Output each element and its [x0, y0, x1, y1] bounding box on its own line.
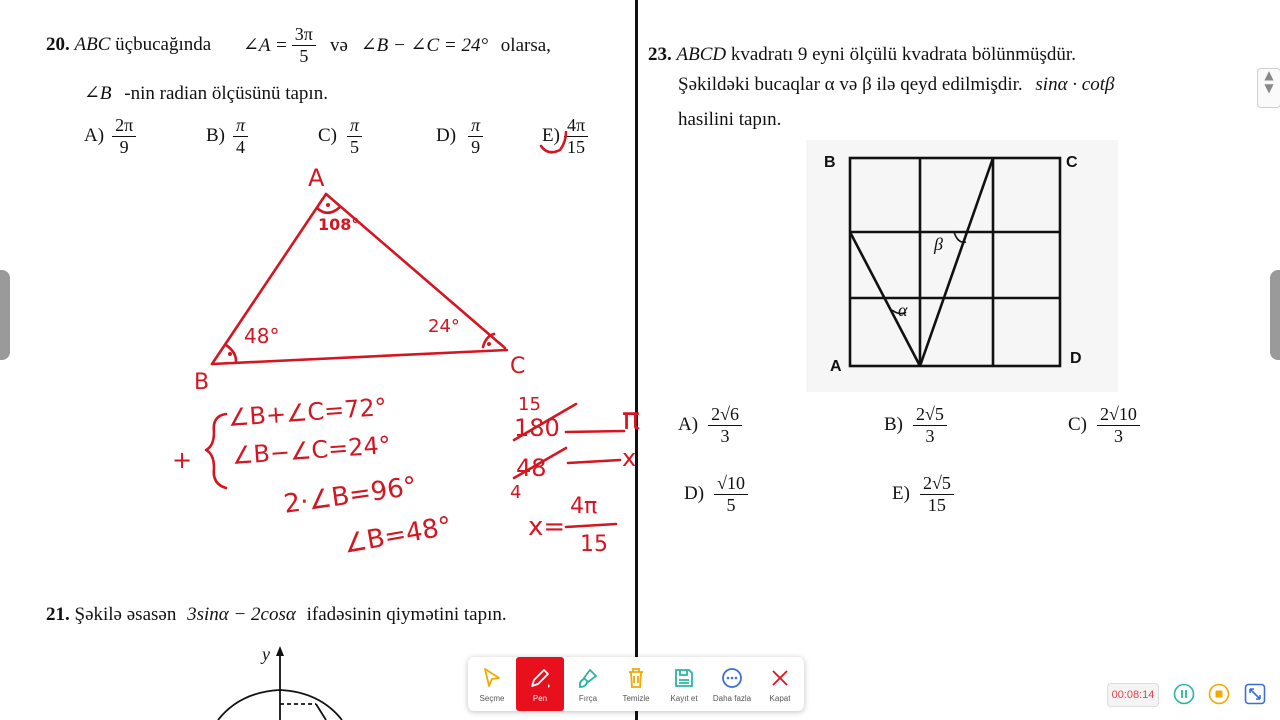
save-icon	[672, 666, 696, 690]
option-den: 9	[471, 136, 481, 157]
tool-select-label: Seçme	[479, 693, 505, 703]
q21-axis-label: y	[262, 644, 270, 664]
annotation-toolbar	[468, 657, 804, 711]
answer-mark	[541, 132, 566, 152]
tool-select[interactable]	[468, 657, 516, 711]
more-icon	[720, 666, 744, 690]
option-num: 2√5	[913, 404, 947, 426]
q23-expr: sinα · cotβ	[1035, 74, 1115, 95]
q21-text-b: ifadəsinin qiymətini tapın.	[306, 604, 507, 625]
dot-a	[326, 203, 330, 207]
tool-clear[interactable]	[612, 657, 660, 711]
q20-angleA-num: 3π	[292, 24, 316, 46]
option-num: 2√6	[708, 404, 742, 426]
tool-more[interactable]	[708, 657, 756, 711]
close-icon	[768, 666, 792, 690]
dot-b	[228, 352, 232, 356]
ink-15: 15	[518, 394, 541, 415]
pen-icon	[528, 666, 552, 690]
option-label: C)	[318, 125, 337, 147]
ink-pi: π	[622, 402, 641, 437]
option-num: π	[347, 115, 362, 137]
scroll-down-icon[interactable]: ▼	[1264, 81, 1274, 95]
arc-a	[317, 207, 340, 213]
q20-triangle-name: ABC	[74, 34, 111, 55]
tool-clear-label: Temizle	[622, 693, 650, 703]
q23-option-d[interactable]	[684, 473, 748, 515]
option-den: 5	[726, 494, 736, 515]
q21-text-a: Şəkilə əsasən	[74, 604, 177, 625]
ink-eq4: ∠B=48°	[341, 511, 454, 560]
ink-angle-a: 108°	[318, 215, 360, 234]
system-brace	[206, 414, 226, 488]
option-label: D)	[684, 483, 705, 505]
option-num: √10	[714, 473, 748, 495]
dash-1	[566, 431, 624, 432]
option-den: 3	[925, 425, 935, 446]
tool-save[interactable]	[660, 657, 708, 711]
option-label: D)	[436, 125, 457, 147]
ink-vertex-b: B	[194, 370, 210, 395]
q20-condition: ∠B − ∠C = 24°	[360, 35, 489, 56]
ink-vertex-c: C	[510, 354, 526, 379]
y-arrow-icon	[276, 646, 284, 656]
tool-pen-label: Pen	[532, 693, 548, 703]
dash-2	[568, 460, 620, 463]
trash-icon	[624, 666, 648, 690]
q20-angleA-label: ∠A =	[243, 34, 288, 56]
dot-c	[487, 342, 491, 346]
tool-save-label: Kayıt et	[670, 693, 698, 703]
ink-result-num: 4π	[570, 494, 598, 519]
tool-pen[interactable]	[516, 657, 564, 711]
tool-brush[interactable]	[564, 657, 612, 711]
ink-plus: +	[172, 446, 193, 474]
ink-eq3: 2·∠B=96°	[281, 471, 419, 520]
option-num: 2√10	[1097, 404, 1140, 426]
option-fraction	[1097, 404, 1140, 446]
q21-number: 21.	[46, 604, 70, 625]
option-den: 3	[1113, 425, 1123, 446]
recording-timer: 00:08:14	[1107, 683, 1159, 707]
fig-label-beta: β	[934, 234, 943, 254]
tool-close[interactable]	[756, 657, 804, 711]
q20-question: -nin radian ölçüsünü tapın.	[124, 83, 328, 104]
pause-icon[interactable]	[1173, 683, 1195, 705]
option-num: 4π	[564, 115, 588, 137]
fig-label-b: B	[824, 154, 836, 171]
option-label: E)	[542, 125, 560, 147]
option-den: 15	[927, 494, 946, 515]
q23-option-e[interactable]	[892, 473, 954, 515]
option-fraction	[913, 404, 947, 446]
option-den: 4	[236, 136, 246, 157]
ink-x: x	[622, 444, 637, 472]
q23-line2-text: Şəkildəki bucaqlar α və β ilə qeyd edilmişdir.	[678, 74, 1023, 95]
ink-eq1: ∠B+∠C=72°	[227, 392, 388, 432]
ink-result-den: 15	[580, 532, 608, 557]
q21-line	[46, 604, 507, 626]
tool-close-label: Kapat	[769, 693, 791, 703]
radius-line	[316, 704, 326, 720]
q23-line2	[678, 74, 1114, 96]
square-outline	[850, 158, 1060, 366]
fig-label-a: A	[830, 358, 842, 375]
option-den: 5	[350, 136, 360, 157]
scroll-buttons[interactable]	[1257, 68, 1280, 108]
option-num: 2√5	[920, 473, 954, 495]
q23-option-c[interactable]	[1068, 404, 1140, 446]
q20-angleA-den: 5	[299, 45, 309, 66]
segment-right	[920, 158, 993, 366]
ink-4: 4	[510, 482, 522, 503]
option-den: 9	[119, 136, 129, 157]
q23-number: 23.	[648, 44, 672, 65]
ink-eq2: ∠B−∠C=24°	[231, 430, 392, 470]
q20-number: 20.	[46, 34, 70, 55]
q23-square-name: ABCD	[676, 44, 727, 65]
cursor-icon	[480, 666, 504, 690]
option-label: E)	[892, 483, 910, 505]
fig-label-d: D	[1070, 350, 1082, 367]
scroll-up-icon[interactable]: ▲	[1264, 68, 1274, 82]
ink-result-lhs: x=	[528, 512, 566, 542]
option-den: 3	[720, 425, 730, 446]
ink-48: 48	[516, 454, 547, 482]
q23-option-a[interactable]	[678, 404, 742, 446]
option-fraction	[920, 473, 954, 515]
q20-and: və	[330, 35, 348, 56]
option-label: B)	[884, 414, 903, 436]
fig-label-alpha: α	[898, 300, 908, 320]
q20-angleB: ∠B	[84, 83, 112, 104]
option-fraction	[714, 473, 748, 515]
q21-figure	[200, 640, 360, 720]
q23-line1	[648, 44, 1076, 66]
option-label: C)	[1068, 414, 1087, 436]
option-label: A)	[678, 414, 699, 436]
ink-angle-c: 24°	[428, 316, 460, 337]
tool-brush-label: Fırça	[578, 693, 598, 703]
stop-icon[interactable]	[1208, 683, 1230, 705]
right-edge-tab[interactable]	[1270, 270, 1280, 360]
brush-icon	[576, 666, 600, 690]
expand-icon[interactable]	[1244, 683, 1266, 705]
option-num: 2π	[112, 115, 136, 137]
tool-more-label: Daha fazla	[712, 693, 752, 703]
q23-option-b[interactable]	[884, 404, 947, 446]
result-bar	[566, 524, 616, 527]
q20-word: üçbucağında	[115, 34, 212, 55]
q21-expr: 3sinα − 2cosα	[187, 604, 296, 625]
q23-line3: hasilini tapın.	[678, 109, 782, 130]
fig-label-c: C	[1066, 154, 1078, 171]
q20-if: olarsa,	[500, 35, 551, 56]
option-den: 15	[566, 136, 585, 157]
option-num: π	[468, 115, 483, 137]
ink-vertex-a: A	[308, 164, 325, 192]
ink-180: 180	[514, 414, 560, 442]
triangle-side-bc	[212, 350, 507, 364]
option-num: π	[233, 115, 248, 137]
option-label: A)	[84, 125, 105, 147]
q23-line1-text: kvadratı 9 eyni ölçülü kvadrata bölünmüşdür.	[730, 44, 1076, 65]
option-fraction	[708, 404, 742, 446]
option-label: B)	[206, 125, 225, 147]
ink-angle-b: 48°	[244, 324, 280, 348]
